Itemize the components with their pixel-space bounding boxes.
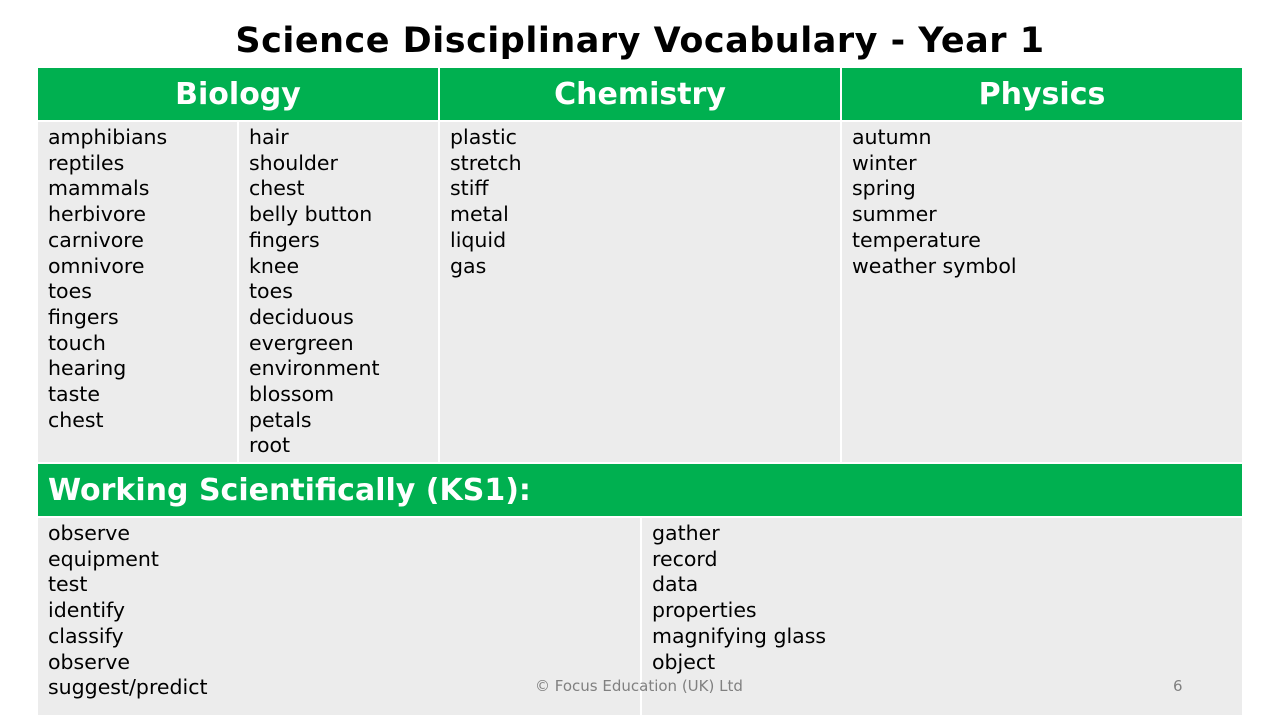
vocab-word: magnifying glass (652, 623, 827, 648)
vocab-word: blossom (249, 382, 335, 407)
vocab-word: touch (48, 330, 106, 355)
chemistry-list (450, 125, 840, 279)
vocab-word: evergreen (249, 330, 354, 355)
vocab-word: knee (249, 253, 300, 278)
vocab-word: deciduous (249, 304, 354, 329)
working-list-2 (652, 521, 1242, 675)
vocab-word: stretch (450, 150, 522, 175)
vocab-word: observe (48, 649, 131, 674)
vocab-word: hearing (48, 356, 127, 381)
vocab-word: weather symbol (852, 253, 1017, 278)
vocab-word: properties (652, 598, 757, 623)
vocab-word: hair (249, 125, 289, 149)
vocab-word: summer (852, 202, 937, 227)
vocab-word: test (48, 572, 88, 597)
biology-cell-1 (38, 122, 237, 462)
vocab-word: suggest/predict (48, 675, 208, 700)
vocab-word: stiff (450, 176, 489, 201)
vocab-word: omnivore (48, 253, 145, 278)
vocab-word: plastic (450, 125, 517, 149)
vocab-word: fingers (48, 304, 119, 329)
vocab-word: toes (249, 279, 293, 304)
physics-list (852, 125, 1242, 279)
vocab-word: chest (48, 407, 104, 432)
vocab-word: fingers (249, 227, 320, 252)
physics-cell (842, 122, 1242, 462)
biology-list-1 (48, 125, 237, 433)
vocab-word: identify (48, 598, 126, 623)
vocab-word: spring (852, 176, 916, 201)
vocab-word: toes (48, 279, 92, 304)
vocab-word: gather (652, 521, 720, 545)
vocab-word: liquid (450, 227, 507, 252)
vocab-word: mammals (48, 176, 150, 201)
vocab-word: amphibians (48, 125, 168, 149)
header-biology: Biology (38, 68, 438, 120)
vocab-word: chest (249, 176, 305, 201)
vocab-word: temperature (852, 227, 981, 252)
copyright-footer: © Focus Education (UK) Ltd (535, 677, 743, 695)
vocab-word: equipment (48, 546, 159, 571)
vocab-word: winter (852, 150, 917, 175)
vocab-word: autumn (852, 125, 932, 149)
vocab-word: metal (450, 202, 509, 227)
vocab-word: petals (249, 407, 312, 432)
vocab-word: environment (249, 356, 380, 381)
vocab-word: taste (48, 382, 100, 407)
vocab-word: belly button (249, 202, 373, 227)
header-physics: Physics (842, 68, 1242, 120)
page-number: 6 (1173, 677, 1183, 695)
vocab-word: shoulder (249, 150, 338, 175)
vocab-word: data (652, 572, 699, 597)
chemistry-cell (440, 122, 840, 462)
working-scientifically-header: Working Scientifically (KS1): (38, 464, 1242, 516)
vocab-word: object (652, 649, 716, 674)
biology-cell-2 (239, 122, 438, 462)
vocab-word: herbivore (48, 202, 147, 227)
vocab-word: gas (450, 253, 487, 278)
vocab-word: root (249, 433, 291, 458)
biology-list-2 (249, 125, 438, 459)
page-title: Science Disciplinary Vocabulary - Year 1 (235, 21, 1045, 61)
working-list-1 (48, 521, 640, 701)
header-chemistry: Chemistry (440, 68, 840, 120)
vocab-word: observe (48, 521, 131, 545)
vocab-word: reptiles (48, 150, 125, 175)
vocab-word: record (652, 546, 718, 571)
vocab-word: carnivore (48, 227, 144, 252)
vocab-word: classify (48, 623, 124, 648)
